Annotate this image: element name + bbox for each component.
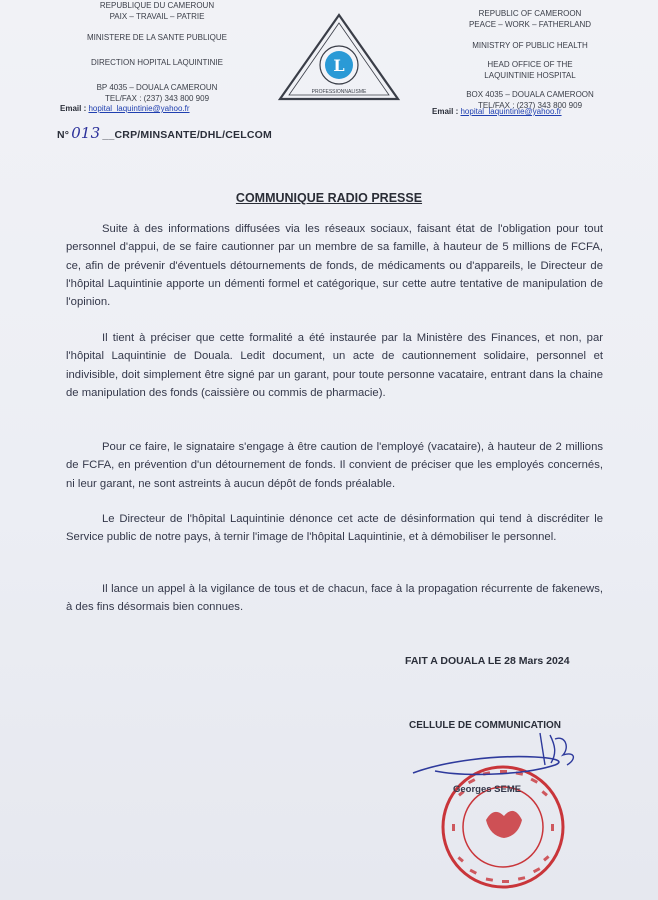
- header-right-office: HEAD OFFICE OF THE: [487, 60, 573, 69]
- reference-handwritten-number: 013: [71, 124, 101, 142]
- header-right-box: BOX 4035 – DOUALA CAMEROON: [466, 90, 594, 99]
- email-link[interactable]: hopital_laquintinie@yahoo.fr: [88, 104, 190, 113]
- stamp-emblem-icon: [486, 811, 522, 838]
- header-right-country: REPUBLIC OF CAMEROON: [478, 9, 582, 18]
- header-left-tel: TEL/FAX : (237) 343 800 909: [104, 94, 210, 103]
- email-label: Email :: [60, 104, 87, 113]
- page-title: COMMUNIQUE RADIO PRESSE: [235, 191, 423, 205]
- header-right-motto: PEACE – WORK – FATHERLAND: [468, 20, 592, 29]
- header-right-hospital: LAQUINTINIE HOSPITAL: [484, 71, 576, 80]
- place-date: FAIT A DOUALA LE 28 Mars 2024: [405, 655, 570, 667]
- paragraph: Suite à des informations diffusées via les réseaux sociaux, faisant état de l'obligation pour tout personnel d'appui, de se faire cautionner par un membre de sa famille, à hauteur de 5 millions de FCFA, ce, afin de prévenir d'éventuels détournements de fonds, de médicaments ou d'appareils, le Directeur de l'hôpital Laquintinie apporte un démenti formel et catégorique, sur cette autre tentative de manipulation de l'opinion.: [66, 223, 603, 309]
- header-left: [52, 0, 262, 104]
- header-right-tel: TEL/FAX : (237) 343 800 909: [477, 101, 583, 110]
- reference-prefix: N°: [57, 129, 70, 141]
- paragraph: Il lance un appel à la vigilance de tous et de chacun, face à la propagation récurrente de fakenews, à des fins désormais bien connues.: [66, 583, 603, 614]
- communication-unit: CELLULE DE COMMUNICATION: [409, 720, 562, 731]
- paragraph: Il tient à préciser que cette formalité a été instaurée par la Ministère des Finances, et non, par l'hôpital Laquintinie de Douala. Ledit document, un acte de cautionnement solidaire, personnel et indivisible, doit simplement être signé par un garant, pour toute personne vacataire, entrant dans la chaine de manipulation des fonds (caissière ou commis de pharmacie).: [66, 332, 603, 399]
- reference-code: __CRP/MINSANTE/DHL/CELCOM: [102, 129, 272, 141]
- header-left-email: [60, 104, 190, 113]
- email-link[interactable]: hopital_laquintinie@yahoo.fr: [460, 107, 562, 116]
- header-left-direction: DIRECTION HOPITAL LAQUINTINIE: [90, 58, 223, 67]
- paragraph: Le Directeur de l'hôpital Laquintinie dénonce cet acte de désinformation qui tend à discréditer le Service public de notre pays, à ternir l'image de l'hôpital Laquintinie, et à démobiliser le personnel.: [66, 513, 603, 544]
- reference-number: [57, 124, 272, 142]
- header-left-motto: PAIX – TRAVAIL – PATRIE: [109, 12, 205, 21]
- header-left-ministry: MINISTERE DE LA SANTE PUBLIQUE: [86, 33, 228, 42]
- signer-name: Georges SEME: [453, 784, 522, 795]
- email-label: Email :: [432, 107, 459, 116]
- hospital-logo: [277, 13, 401, 103]
- header-right-email: [432, 107, 562, 116]
- svg-text:L: L: [333, 56, 345, 75]
- paragraph: Pour ce faire, le signataire s'engage à être caution de l'employé (vacataire), à hauteur de 2 millions de FCFA, en prévention d'un détournement de fonds. Il convient de préciser que les employés concernés, ni leur garant, ne sont astreints à aucun dépôt de fonds préalable.: [66, 441, 603, 490]
- header-left-bp: BP 4035 – DOUALA CAMEROUN: [96, 83, 218, 92]
- header-right-ministry: MINISTRY OF PUBLIC HEALTH: [472, 41, 588, 50]
- header-left-country: REPUBLIQUE DU CAMEROUN: [99, 1, 215, 10]
- svg-text:PROFESSIONNALISME: PROFESSIONNALISME: [311, 89, 367, 95]
- header-right: [425, 0, 635, 111]
